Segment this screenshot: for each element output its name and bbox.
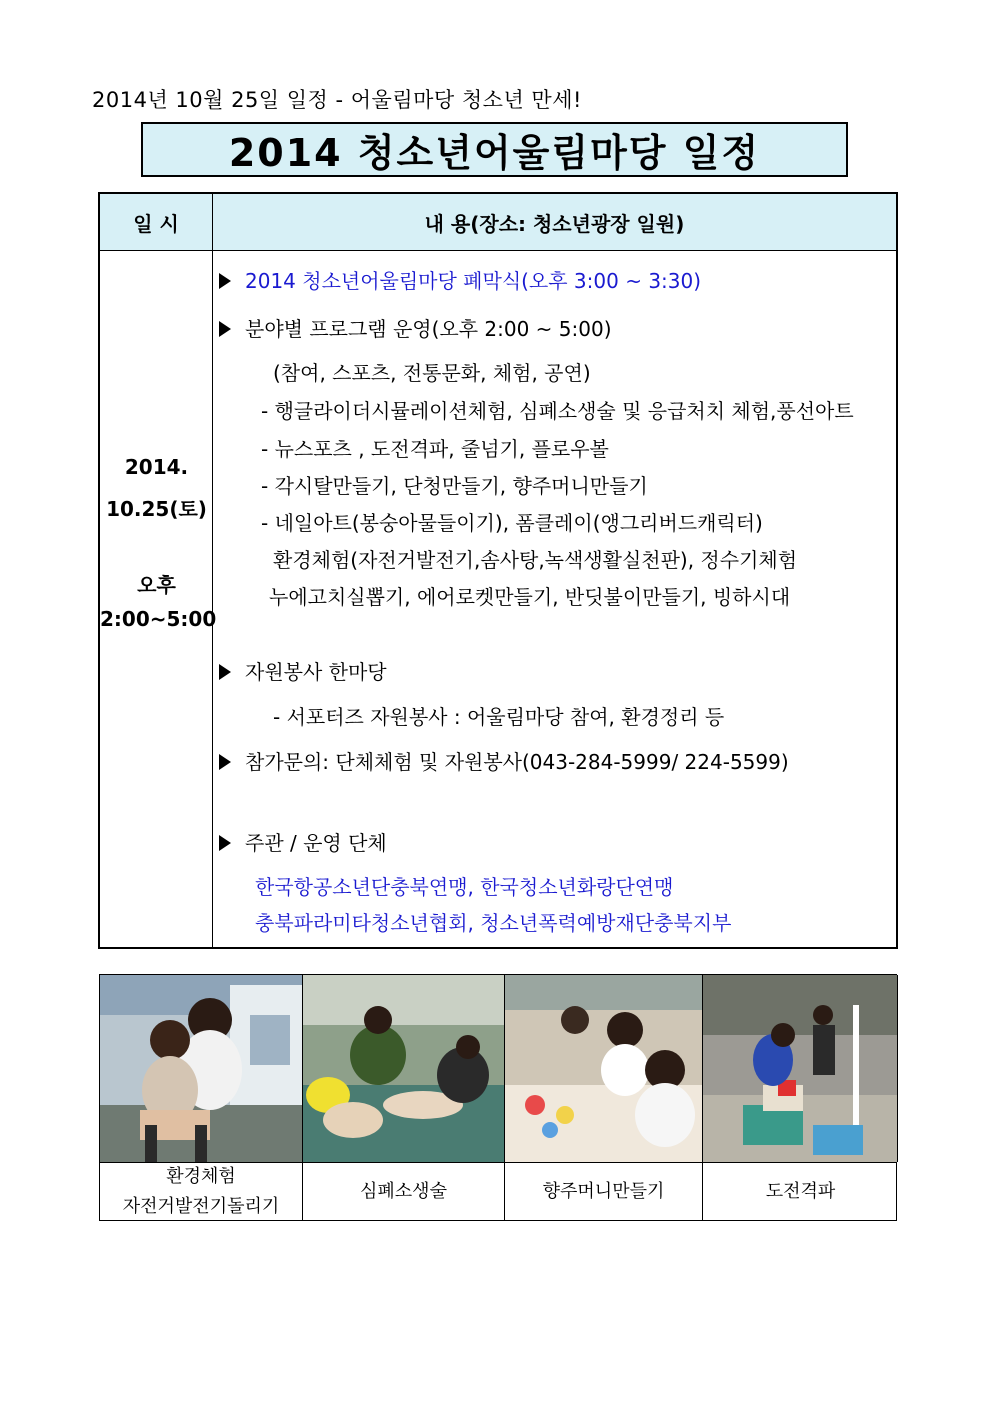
photo-table [99,974,897,1221]
bullet-triangle-icon [219,664,231,680]
inquiry-item: 참가문의: 단체체험 및 자원봉사(043-284-5999/ 224-5599) [219,746,789,775]
date-year: 2014. [124,455,189,479]
program-extra: 누에고치실뽑기, 에어로켓만들기, 반딧불이만들기, 빙하시대 [269,585,791,609]
content-column-header: 내 용(장소: 청소년광장 일원) [213,194,896,251]
program-categories: (참여, 스포츠, 전통문화, 체험, 공연) [273,361,591,385]
board-break-photo [703,975,898,1162]
craft-photo [505,975,703,1162]
content-cell [213,251,896,947]
volunteer-detail: - 서포터즈 자원봉사 : 어울림마당 참여, 환경정리 등 [273,705,725,729]
closing-ceremony-item: 2014 청소년어울림마당 폐막식(오후 3:00 ~ 3:30) [219,265,701,294]
photo-caption: 도전격파 [765,1180,836,1202]
date-afternoon: 오후 [137,573,176,597]
photo-caption: 향주머니만들기 [505,1163,703,1220]
program-subitem: - 행글라이더시뮬레이션체험, 심폐소생술 및 응급처치 체험,풍선아트 [261,399,854,423]
program-subitem: - 각시탈만들기, 단청만들기, 향주머니만들기 [261,474,648,498]
date-day: 10.25(토) [106,497,207,521]
header-line: 2014년 10월 25일 일정 - 어울림마당 청소년 만세! [92,88,582,112]
photo-caption: 심폐소생술 [303,1163,505,1220]
bullet-triangle-icon [219,273,231,289]
organizer-line: 한국항공소년단충북연맹, 한국청소년화랑단연맹 [255,875,674,899]
page-title: 2014 청소년어울림마당 일정 [141,122,848,177]
program-subitem: - 네일아트(봉숭아물들이기), 폼클레이(앵그리버드캐릭터) [261,511,763,535]
schedule-table [98,192,898,949]
date-time: 2:00~5:00 [100,607,217,631]
date-cell [100,251,217,947]
volunteer-item: 자원봉사 한마당 [219,656,387,685]
caption-row [100,1162,896,1220]
program-extra: 환경체험(자전거발전기,솜사탕,녹색생활실천판), 정수기체험 [273,548,798,572]
organizers-heading: 주관 / 운영 단체 [219,827,387,856]
date-column-header: 일 시 [100,194,213,251]
bullet-triangle-icon [219,321,231,337]
bullet-triangle-icon [219,835,231,851]
bullet-triangle-icon [219,754,231,770]
program-subitem: - 뉴스포츠 , 도전격파, 줄넘기, 플로우볼 [261,437,609,461]
cpr-photo [303,975,505,1162]
organizer-line: 충북파라미타청소년협회, 청소년폭력예방재단충북지부 [255,911,732,935]
bicycle-photo [100,975,303,1162]
photo-caption: 환경체험 자전거발전기돌리기 [100,1163,303,1220]
program-item: 분야별 프로그램 운영(오후 2:00 ~ 5:00) [219,313,612,342]
